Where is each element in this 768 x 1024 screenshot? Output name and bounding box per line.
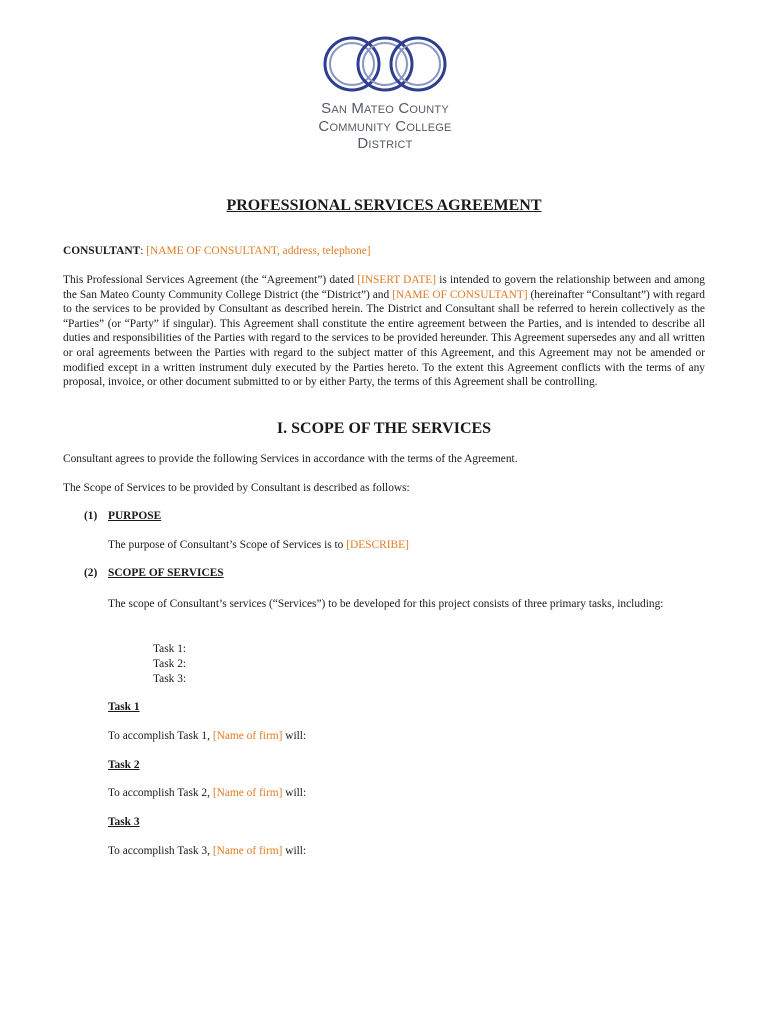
describe-placeholder: [DESCRIBE]	[346, 539, 409, 551]
scope-label: SCOPE OF SERVICES	[108, 567, 224, 579]
intro-text-3: (hereinafter “Consultant”) with regard to the services to be provided by Consultant as described herein. The District and Consultant shall be referred to herein collectively as the “Parties” (or “Party” if singular). This Agreement shall constitute the entire agreement between the Parties, and is intended to describe all duties and responsibilities of the Parties with regard to the services to be provided hereunder. This Agreement supersedes any and all written or oral agreements between the Parties with regard to the subject matter of this Agreement, and this Agreement may not be amended or modified except in a written instrument duly executed by the Parties hereto. To the extent this Agreement conflicts with the terms of any proposal, invoice, or other document submitted to or by either Party, the terms of this Agreement shall be controlling.	[63, 288, 705, 389]
task-2-prefix: To accomplish Task 2,	[108, 787, 213, 799]
consultant-placeholder: [NAME OF CONSULTANT, address, telephone]	[146, 245, 371, 257]
task-1-heading: Task 1	[108, 701, 140, 713]
purpose-number: (1)	[84, 510, 98, 522]
purpose-label: PURPOSE	[108, 510, 162, 522]
three-rings-logo-icon	[322, 34, 448, 100]
task-1-text	[108, 730, 306, 742]
intro-text-2: is intended to govern the relationship between and among the San Mateo County Community College District (the “District”) and	[63, 274, 706, 301]
scope-heading	[84, 567, 224, 579]
purpose-text: The purpose of Consultant’s Scope of Services is to	[108, 539, 347, 551]
task-2-heading: Task 2	[108, 759, 140, 771]
task-3-prefix: To accomplish Task 3,	[108, 845, 213, 857]
purpose-heading	[84, 510, 161, 522]
list-item: Task 3:	[153, 673, 187, 685]
consultant-label: CONSULTANT	[63, 245, 141, 257]
list-item: Task 2:	[153, 658, 187, 670]
task-list	[153, 642, 186, 687]
scope-number: (2)	[84, 567, 98, 579]
document-title: PROFESSIONAL SERVICES AGREEMENT	[226, 197, 542, 214]
consultant-name-placeholder: [NAME OF CONSULTANT]	[392, 288, 528, 301]
task-3-heading: Task 3	[108, 816, 140, 828]
logo-text-line1: San Mateo County	[321, 100, 449, 117]
list-item: Task 1:	[153, 643, 187, 655]
firm-name-placeholder: [Name of firm]	[212, 787, 283, 799]
consultant-line	[63, 244, 705, 259]
section-heading: I. SCOPE OF THE SERVICES	[276, 420, 492, 437]
section-paragraph-1: Consultant agrees to provide the following Services in accordance with the terms of the Agreement.	[63, 453, 518, 465]
intro-text-1: This Professional Services Agreement (the “Agreement”) dated	[63, 274, 358, 286]
task-2-text	[108, 787, 306, 799]
purpose-paragraph	[108, 538, 705, 553]
district-logo	[290, 30, 480, 152]
section-paragraph-2: The Scope of Services to be provided by Consultant is described as follows:	[63, 482, 410, 494]
intro-paragraph	[63, 273, 705, 390]
firm-name-placeholder: [Name of firm]	[212, 845, 283, 857]
task-2-suffix: will:	[282, 787, 307, 799]
task-3-suffix: will:	[282, 845, 307, 857]
task-1-prefix: To accomplish Task 1,	[108, 730, 213, 742]
task-3-text	[108, 845, 306, 857]
consultant-colon: :	[140, 245, 147, 257]
insert-date-placeholder: [INSERT DATE]	[357, 274, 437, 286]
firm-name-placeholder: [Name of firm]	[212, 730, 283, 742]
scope-paragraph: The scope of Consultant’s services (“Services”) to be developed for this project consists of three primary tasks, including:	[108, 598, 664, 610]
task-1-suffix: will:	[282, 730, 307, 742]
logo-text-line2: Community College District	[318, 118, 452, 152]
